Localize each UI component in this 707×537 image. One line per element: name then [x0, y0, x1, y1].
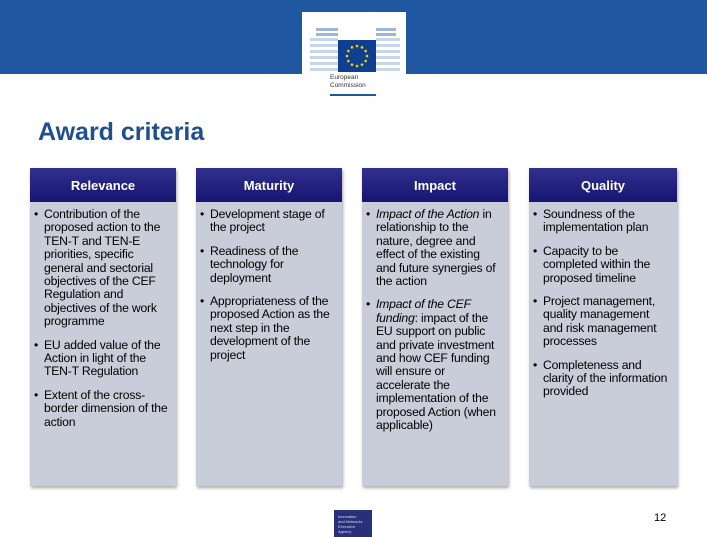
criteria-list — [533, 208, 671, 399]
eu-star-icon — [347, 60, 350, 63]
criteria-list — [34, 208, 170, 429]
eu-star-icon — [346, 55, 349, 58]
criteria-text: Soundness of the implementation plan — [543, 207, 649, 235]
eu-star-icon — [364, 50, 367, 53]
criteria-item — [533, 208, 671, 235]
criteria-text: EU added value of the Action in light of the TEN-T Regulation — [44, 337, 161, 379]
criteria-text: in relationship to the nature, degree and effect of the existing and future synergies of the action — [376, 207, 496, 289]
agency-line-1: Innovation — [338, 514, 357, 519]
criteria-item — [200, 295, 336, 362]
criteria-text: Project management, quality management and risk management processes — [543, 294, 657, 349]
agency-line-2: and Networks — [338, 519, 363, 524]
criteria-text: Completeness and clarity of the information provided — [543, 357, 668, 399]
eu-star-icon — [364, 60, 367, 63]
criteria-text: Contribution of the proposed action to the TEN-T and TEN-E priorities, specific general and sectorial objectives of the CEF Regulation and objectives of the work programme — [44, 207, 161, 329]
eu-star-icon — [366, 55, 369, 58]
column-body-quality — [529, 202, 677, 486]
criteria-text: Extent of the cross-border dimension of the action — [44, 387, 168, 429]
eu-star-icon — [351, 63, 354, 66]
criteria-item — [34, 389, 170, 429]
eu-star-icon — [356, 65, 359, 68]
column-body-maturity — [196, 202, 342, 486]
logo-caption — [330, 74, 382, 90]
eu-star-icon — [347, 50, 350, 53]
criteria-item — [366, 298, 502, 432]
criteria-text: Impact of the CEF funding — [376, 297, 471, 325]
criteria-item — [200, 208, 336, 235]
agency-logo — [334, 510, 372, 537]
column-body-relevance — [30, 202, 176, 486]
criteria-item — [366, 208, 502, 288]
criteria-item — [533, 245, 671, 285]
column-header-quality: Quality — [529, 168, 677, 202]
column-body-impact — [362, 202, 508, 486]
agency-line-3: Executive Agency — [338, 524, 356, 534]
criteria-list — [366, 208, 502, 433]
eu-star-icon — [361, 46, 364, 49]
criteria-item — [34, 208, 170, 329]
logo-rule — [330, 94, 376, 96]
criteria-item — [34, 339, 170, 379]
criteria-text: Impact of the Action — [376, 207, 480, 221]
page-number: 12 — [654, 512, 667, 524]
eu-star-icon — [351, 46, 354, 49]
criteria-item — [533, 295, 671, 349]
criteria-item — [533, 359, 671, 399]
eu-star-icon — [356, 45, 359, 48]
column-header-relevance: Relevance — [30, 168, 176, 202]
logo-line-1: European — [330, 74, 359, 81]
eu-star-icon — [361, 63, 364, 66]
column-header-impact: Impact — [362, 168, 508, 202]
column-header-maturity: Maturity — [196, 168, 342, 202]
criteria-text: Development stage of the project — [210, 207, 325, 235]
criteria-text: Capacity to be completed within the proposed timeline — [543, 243, 651, 285]
page-title: Award criteria — [38, 118, 205, 146]
criteria-text: Readiness of the technology for deployment — [210, 243, 299, 285]
criteria-text: Appropriateness of the proposed Action as the next step in the development of the project — [210, 294, 330, 362]
criteria-item — [200, 245, 336, 285]
criteria-text: : impact of the EU support on public and private investment and how CEF funding will ensure or accelerate the implementation of the proposed Action (when applicable) — [376, 310, 496, 433]
logo-line-2: Commission — [330, 82, 366, 89]
criteria-list — [200, 208, 336, 362]
